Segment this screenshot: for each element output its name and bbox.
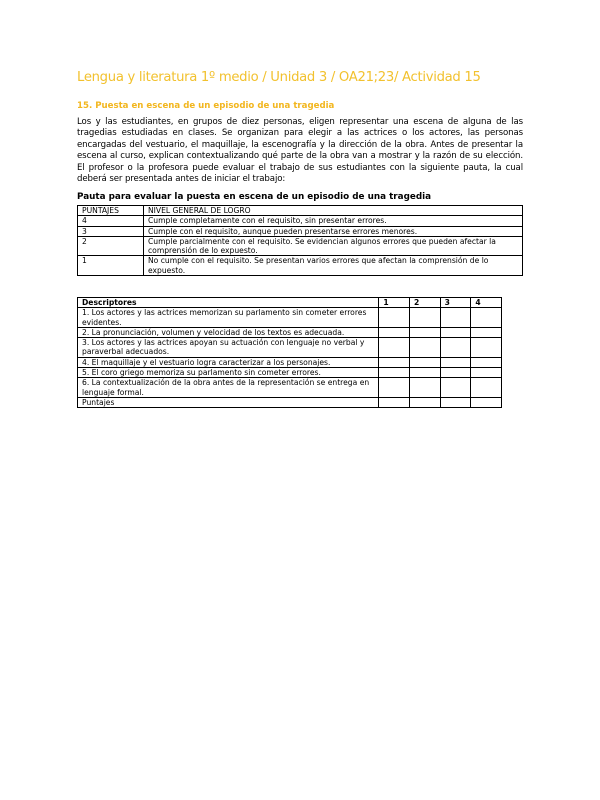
score-cell[interactable] xyxy=(379,338,410,358)
descriptor-cell: 5. El coro griego memoriza su parlamento sin cometer errores. xyxy=(78,368,379,378)
total-cell[interactable] xyxy=(440,397,471,407)
score-cell[interactable] xyxy=(440,368,471,378)
table-row xyxy=(78,378,502,398)
header-cell: 1 xyxy=(379,298,410,308)
score-cell[interactable] xyxy=(471,338,502,358)
score-cell[interactable] xyxy=(379,357,410,367)
table-row xyxy=(78,236,523,256)
score-cell[interactable] xyxy=(440,308,471,328)
score-cell[interactable] xyxy=(471,357,502,367)
score-cell[interactable] xyxy=(471,368,502,378)
table-row xyxy=(78,226,523,236)
total-label: Puntajes xyxy=(78,397,379,407)
rubric-title: Pauta para evaluar la puesta en escena de un episodio de una tragedia xyxy=(77,192,432,202)
score-cell: 4 xyxy=(78,216,144,226)
description-cell: Cumple completamente con el requisito, sin presentar errores. xyxy=(144,216,523,226)
intro-paragraph: Los y las estudiantes, en grupos de diez personas, eligen representar una escena de alguna de las tragedias estudiadas en clases. Se organizan para elegir a las actrices o los actores, las personas encargadas del vestuario, el maquillaje, la escenografía y la dirección de la obra. Antes de presentar la escena al curso, explican contextualizando qué parte de la obra van a mostrar y la razón de su elección. El profesor o la profesora puede evaluar el trabajo de sus estudiantes con la siguiente pauta, la cual deberá ser presentada antes de iniciar el trabajo: xyxy=(77,117,523,185)
score-cell[interactable] xyxy=(379,308,410,328)
table-row xyxy=(78,256,523,276)
descriptor-cell: 6. La contextualización de la obra antes de la representación se entrega en lenguaje formal. xyxy=(78,378,379,398)
score-cell[interactable] xyxy=(379,378,410,398)
score-cell: 3 xyxy=(78,226,144,236)
descriptor-cell: 4. El maquillaje y el vestuario logra caracterizar a los personajes. xyxy=(78,357,379,367)
table-header-row xyxy=(78,206,523,216)
table-header-row xyxy=(78,298,502,308)
descriptor-cell: 2. La pronunciación, volumen y velocidad de los textos es adecuada. xyxy=(78,327,379,337)
score-cell[interactable] xyxy=(440,338,471,358)
descriptor-cell: 1. Los actores y las actrices memorizan su parlamento sin cometer errores evidentes. xyxy=(78,308,379,328)
total-row xyxy=(78,397,502,407)
table-row xyxy=(78,357,502,367)
score-cell[interactable] xyxy=(379,368,410,378)
score-cell[interactable] xyxy=(410,368,441,378)
header-cell: 4 xyxy=(471,298,502,308)
score-cell[interactable] xyxy=(471,308,502,328)
descriptor-cell: 3. Los actores y las actrices apoyan su actuación con lenguaje no verbal y paraverbal adecuados. xyxy=(78,338,379,358)
header-cell: NIVEL GENERAL DE LOGRO xyxy=(144,206,523,216)
header-cell: Descriptores xyxy=(78,298,379,308)
score-cell: 2 xyxy=(78,236,144,256)
score-cell[interactable] xyxy=(410,338,441,358)
score-cell[interactable] xyxy=(471,378,502,398)
score-cell[interactable] xyxy=(379,327,410,337)
description-cell: Cumple con el requisito, aunque pueden presentarse errores menores. xyxy=(144,226,523,236)
score-cell[interactable] xyxy=(410,357,441,367)
table-row xyxy=(78,308,502,328)
description-cell: Cumple parcialmente con el requisito. Se evidencian algunos errores que pueden afectar la comprensión de lo expuesto. xyxy=(144,236,523,256)
score-cell[interactable] xyxy=(440,327,471,337)
score-cell[interactable] xyxy=(410,308,441,328)
table-row xyxy=(78,368,502,378)
score-cell[interactable] xyxy=(410,378,441,398)
description-cell: No cumple con el requisito. Se presentan varios errores que afectan la comprensión de lo expuesto. xyxy=(144,256,523,276)
total-cell[interactable] xyxy=(410,397,441,407)
header-cell: PUNTAJES xyxy=(78,206,144,216)
table-row xyxy=(78,216,523,226)
score-cell[interactable] xyxy=(471,327,502,337)
score-cell: 1 xyxy=(78,256,144,276)
score-cell[interactable] xyxy=(440,357,471,367)
header-cell: 2 xyxy=(410,298,441,308)
total-cell[interactable] xyxy=(379,397,410,407)
descriptors-table xyxy=(77,297,502,408)
activity-title: 15. Puesta en escena de un episodio de una tragedia xyxy=(77,101,335,111)
score-cell[interactable] xyxy=(410,327,441,337)
page-title: Lengua y literatura 1º medio / Unidad 3 / OA21;23/ Actividad 15 xyxy=(77,70,481,85)
table-row xyxy=(78,338,502,358)
score-cell[interactable] xyxy=(440,378,471,398)
table-row xyxy=(78,327,502,337)
header-cell: 3 xyxy=(440,298,471,308)
achievement-level-table xyxy=(77,205,523,276)
total-cell[interactable] xyxy=(471,397,502,407)
